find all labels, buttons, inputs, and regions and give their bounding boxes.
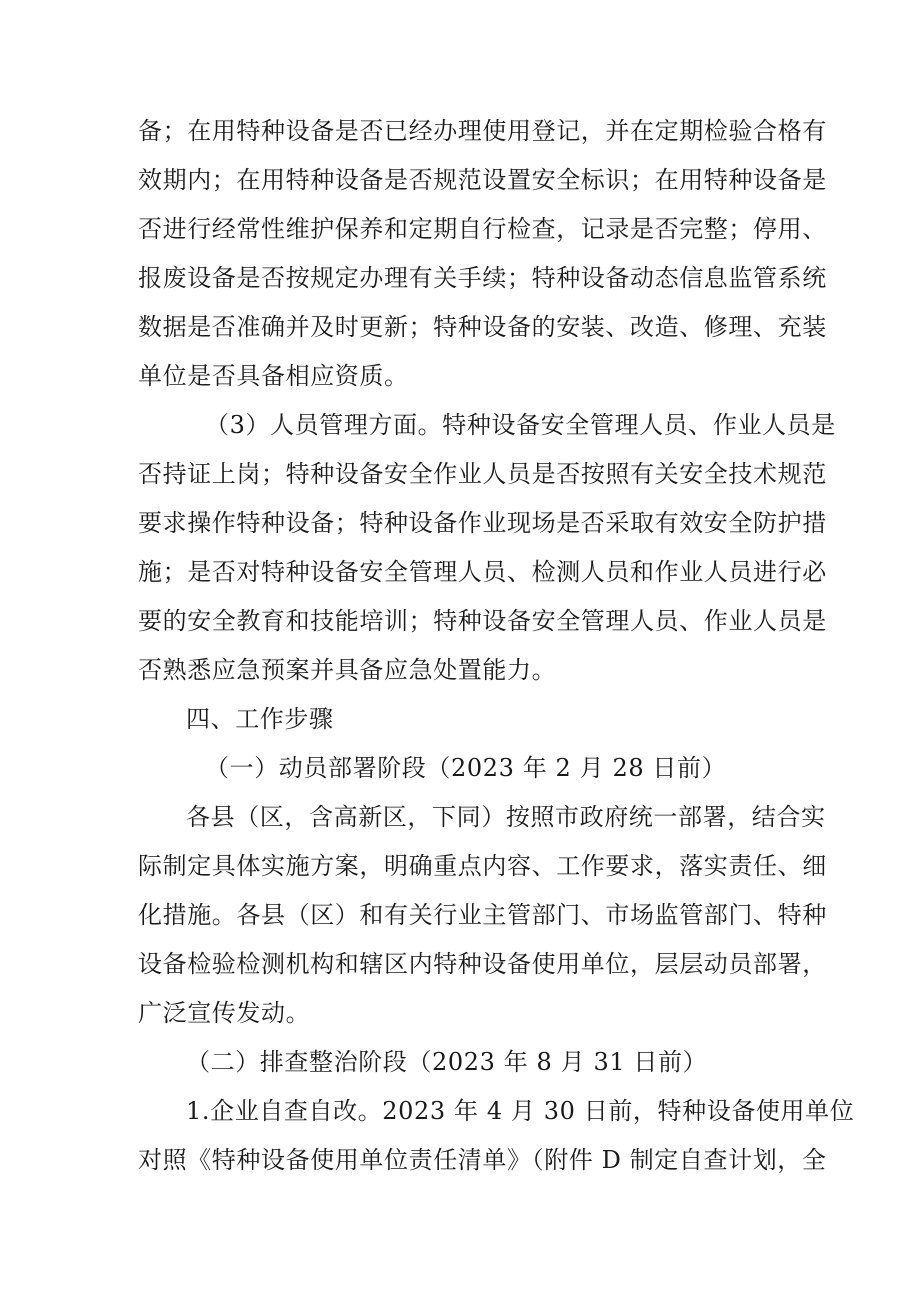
paragraph-line: 要的安全教育和技能培训；特种设备安全管理人员、作业人员是: [138, 607, 827, 635]
paragraph-line: 1.企业自查自改。2023 年 4 月 30 日前，特种设备使用单位: [186, 1097, 855, 1125]
paragraph-line: 设备检验检测机构和辖区内特种设备使用单位，层层动员部署，: [138, 950, 827, 978]
subsection-heading-mobilization: （一）动员部署阶段（2023 年 2 月 28 日前）: [205, 754, 727, 782]
paragraph-line: 报废设备是否按规定办理有关手续；特种设备动态信息监管系统: [138, 264, 827, 292]
section-heading-work-steps: 四、工作步骤: [186, 705, 334, 733]
paragraph-line: 备；在用特种设备是否已经办理使用登记，并在定期检验合格有: [138, 117, 827, 145]
section-heading-personnel: （3）人员管理方面。特种设备安全管理人员、作业人员是: [205, 411, 836, 439]
paragraph-line: 要求操作特种设备；特种设备作业现场是否采取有效安全防护措: [138, 509, 827, 537]
paragraph-line: 广泛宣传发动。: [138, 999, 311, 1027]
paragraph-line: 化措施。各县（区）和有关行业主管部门、市场监管部门、特种: [138, 901, 827, 929]
paragraph-line: 否持证上岗；特种设备安全作业人员是否按照有关安全技术规范: [138, 460, 827, 488]
paragraph-line: 否熟悉应急预案并具备应急处置能力。: [138, 656, 557, 684]
paragraph-line: 施；是否对特种设备安全管理人员、检测人员和作业人员进行必: [138, 558, 827, 586]
paragraph-line: 单位是否具备相应资质。: [138, 362, 409, 390]
paragraph-line: 对照《特种设备使用单位责任清单》（附件 D 制定自查计划，全: [138, 1146, 827, 1174]
paragraph-line: 否进行经常性维护保养和定期自行检查，记录是否完整；停用、: [138, 215, 827, 243]
paragraph-line: 际制定具体实施方案，明确重点内容、工作要求，落实责任、细: [138, 852, 827, 880]
paragraph-line: 效期内；在用特种设备是否规范设置安全标识；在用特种设备是: [138, 166, 827, 194]
paragraph-line: 数据是否准确并及时更新；特种设备的安装、改造、修理、充装: [138, 313, 827, 341]
subsection-heading-investigation: （二）排查整治阶段（2023 年 8 月 31 日前）: [186, 1048, 708, 1076]
paragraph-line: 各县（区，含高新区，下同）按照市政府统一部署，结合实: [186, 803, 826, 831]
